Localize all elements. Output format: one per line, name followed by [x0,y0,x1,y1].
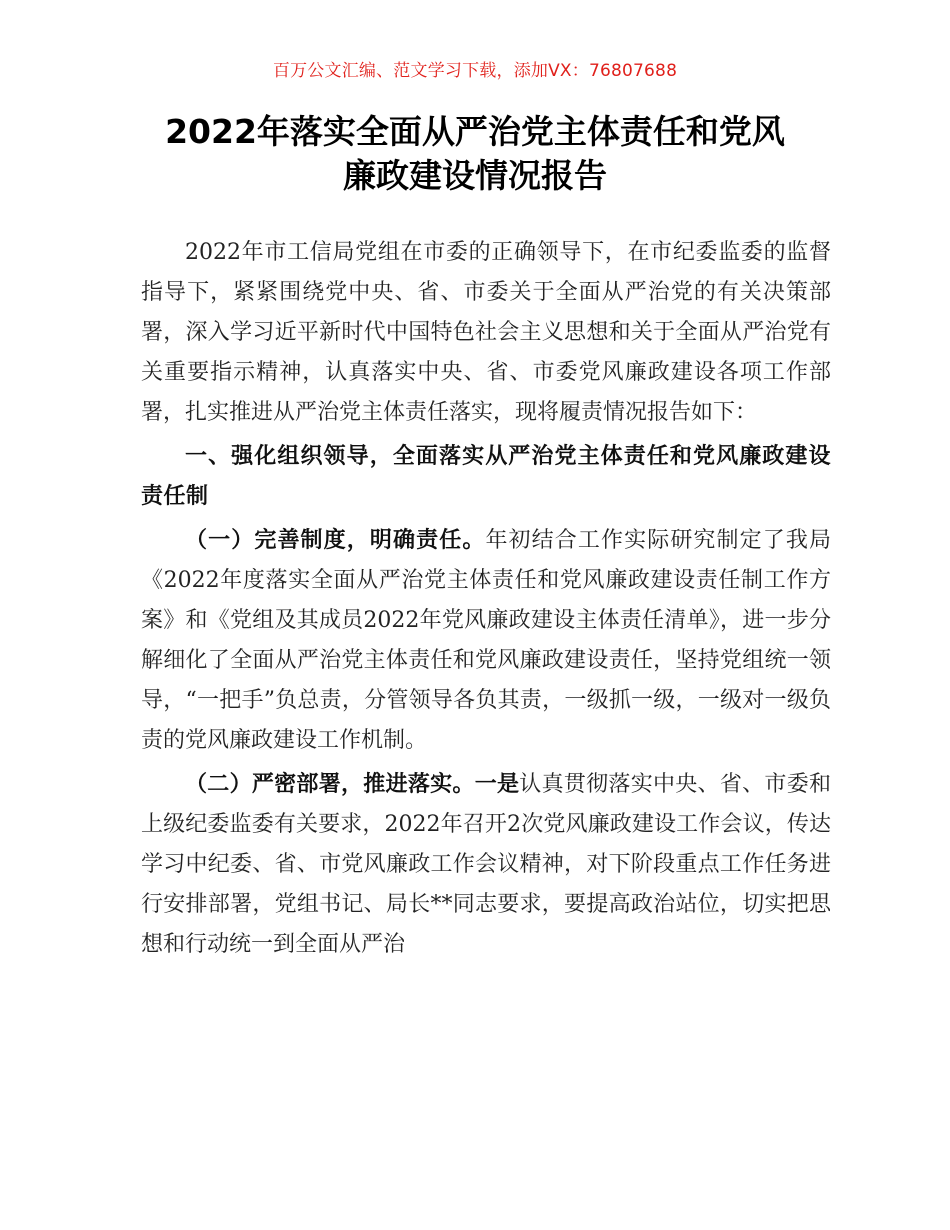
title-line-1: 2022年落实全面从严治党主体责任和党风 [165,112,785,151]
title-line-2: 廉政建设情况报告 [343,156,607,195]
subsection-2-lead: （二）严密部署，推进落实。 [185,772,475,797]
document-body [141,233,831,965]
subsection-2-paragraph [141,765,831,965]
subsection-1-paragraph [141,521,831,761]
page-title [100,110,850,198]
intro-paragraph: 2022年市工信局党组在市委的正确领导下，在市纪委监委的监督指导下，紧紧围绕党中央、省、市委关于全面从严治党的有关决策部署，深入学习近平新时代中国特色社会主义思想和关于全面从严治党有关重要指示精神，认真落实中央、省、市委党风廉政建设各项工作部署，扎实推进从严治党主体责任落实，现将履责情况报告如下： [141,240,831,425]
subsection-2-text: 认真贯彻落实中央、省、市委和上级纪委监委有关要求，2022年召开2次党风廉政建设工作会议，传达学习中纪委、省、市党风廉政工作会议精神，对下阶段重点工作任务进行安排部署，党组书记、局长**同志要求，要提高政治站位，切实把思想和行动统一到全面从严治 [141,772,831,957]
download-banner: 百万公文汇编、范文学习下载，添加VX：76807688 [272,61,678,81]
subsection-2-point-one: 一是 [474,772,520,797]
section-heading: 一、强化组织领导，全面落实从严治党主体责任和党风廉政建设责任制 [141,444,831,509]
subsection-1-lead: （一）完善制度，明确责任。 [185,528,486,553]
subsection-1-text: 年初结合工作实际研究制定了我局《2022年度落实全面从严治党主体责任和党风廉政建设责任制工作方案》和《党组及其成员2022年党风廉政建设主体责任清单》，进一步分解细化了全面从严治党主体责任和党风廉政建设责任，坚持党组统一领导，“一把手”负总责，分管领导各负其责，一级抓一级，一级对一级负责的党风廉政建设工作机制。 [141,528,831,753]
